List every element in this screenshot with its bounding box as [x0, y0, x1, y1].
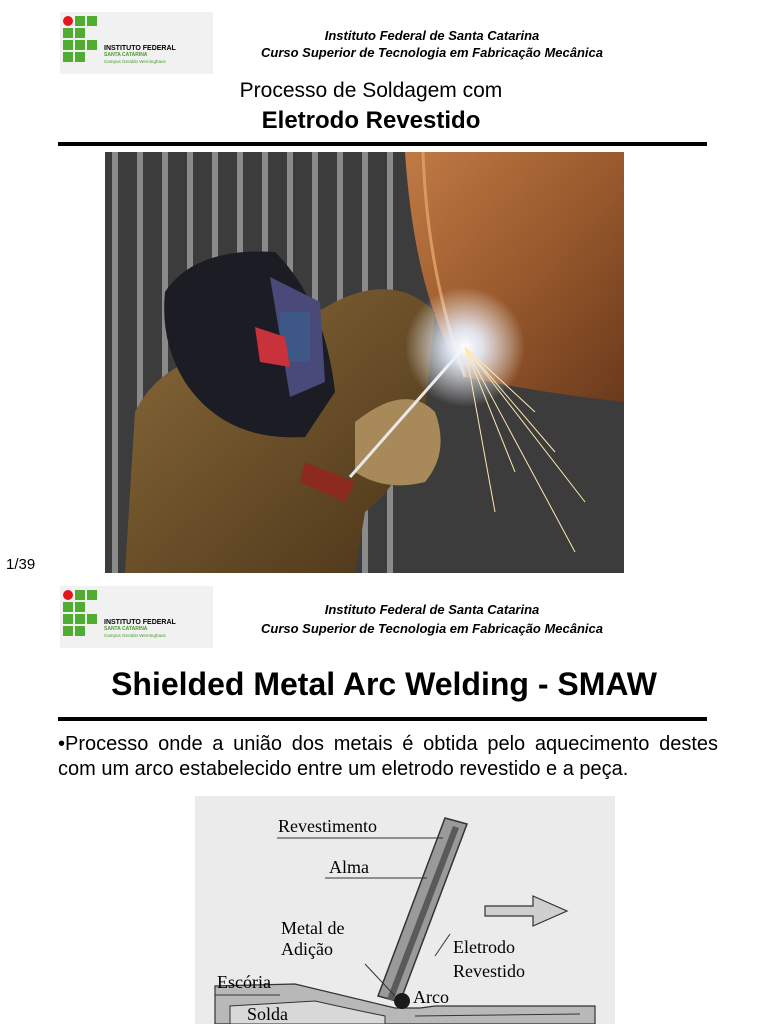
- logo-state: SANTA CATARINA: [104, 626, 148, 632]
- logo-campus: Campus Geraldo Werninghaus: [104, 59, 166, 64]
- label-arco: Arco: [413, 987, 449, 1007]
- institution-name: Instituto Federal de Santa Catarina: [324, 28, 540, 43]
- label-alma: Alma: [329, 857, 369, 877]
- institute-logo: [60, 12, 213, 74]
- logo-name: INSTITUTO FEDERAL: [104, 619, 176, 626]
- course-name: Curso Superior de Tecnologia em Fabricação Mecânica: [261, 621, 603, 636]
- logo-mark-icon: [60, 12, 104, 74]
- title-rule: [58, 142, 707, 146]
- slide-title-line2: Eletrodo Revestido: [261, 107, 481, 134]
- institution-name: Instituto Federal de Santa Catarina: [324, 602, 540, 617]
- label-eletrodo-1: Eletrodo: [453, 937, 515, 957]
- logo-mark-icon: [60, 586, 104, 648]
- label-metal-adicao-1: Metal de: [281, 918, 345, 938]
- logo-state: SANTA CATARINA: [104, 52, 148, 58]
- institute-logo: [60, 586, 213, 648]
- label-eletrodo-2: Revestido: [453, 961, 525, 981]
- page-number: 1/39: [6, 556, 36, 573]
- direction-arrow-icon: [485, 896, 567, 926]
- label-revestimento: Revestimento: [278, 816, 377, 836]
- welder-photo: [105, 152, 624, 573]
- logo-name: INSTITUTO FEDERAL: [104, 45, 176, 52]
- label-escoria: Escória: [217, 972, 271, 992]
- slide-title-line1: Processo de Soldagem com: [239, 79, 503, 102]
- electrode-core-shape: [387, 826, 459, 1001]
- slide-2: [0, 578, 768, 1024]
- label-solda: Solda: [247, 1004, 289, 1024]
- label-metal-adicao-2: Adição: [281, 939, 333, 959]
- slide-title: Shielded Metal Arc Welding - SMAW: [111, 666, 657, 702]
- smaw-diagram: [195, 796, 615, 1024]
- title-rule: [58, 717, 707, 721]
- body-paragraph: •Processo onde a união dos metais é obtida pelo aquecimento destes com um arco estabelecido entre um eletrodo revestido e a peça.: [58, 733, 718, 780]
- arc-blob-icon: [394, 993, 410, 1009]
- logo-campus: Campus Geraldo Werninghaus: [104, 633, 166, 638]
- course-name: Curso Superior de Tecnologia em Fabricação Mecânica: [261, 45, 603, 60]
